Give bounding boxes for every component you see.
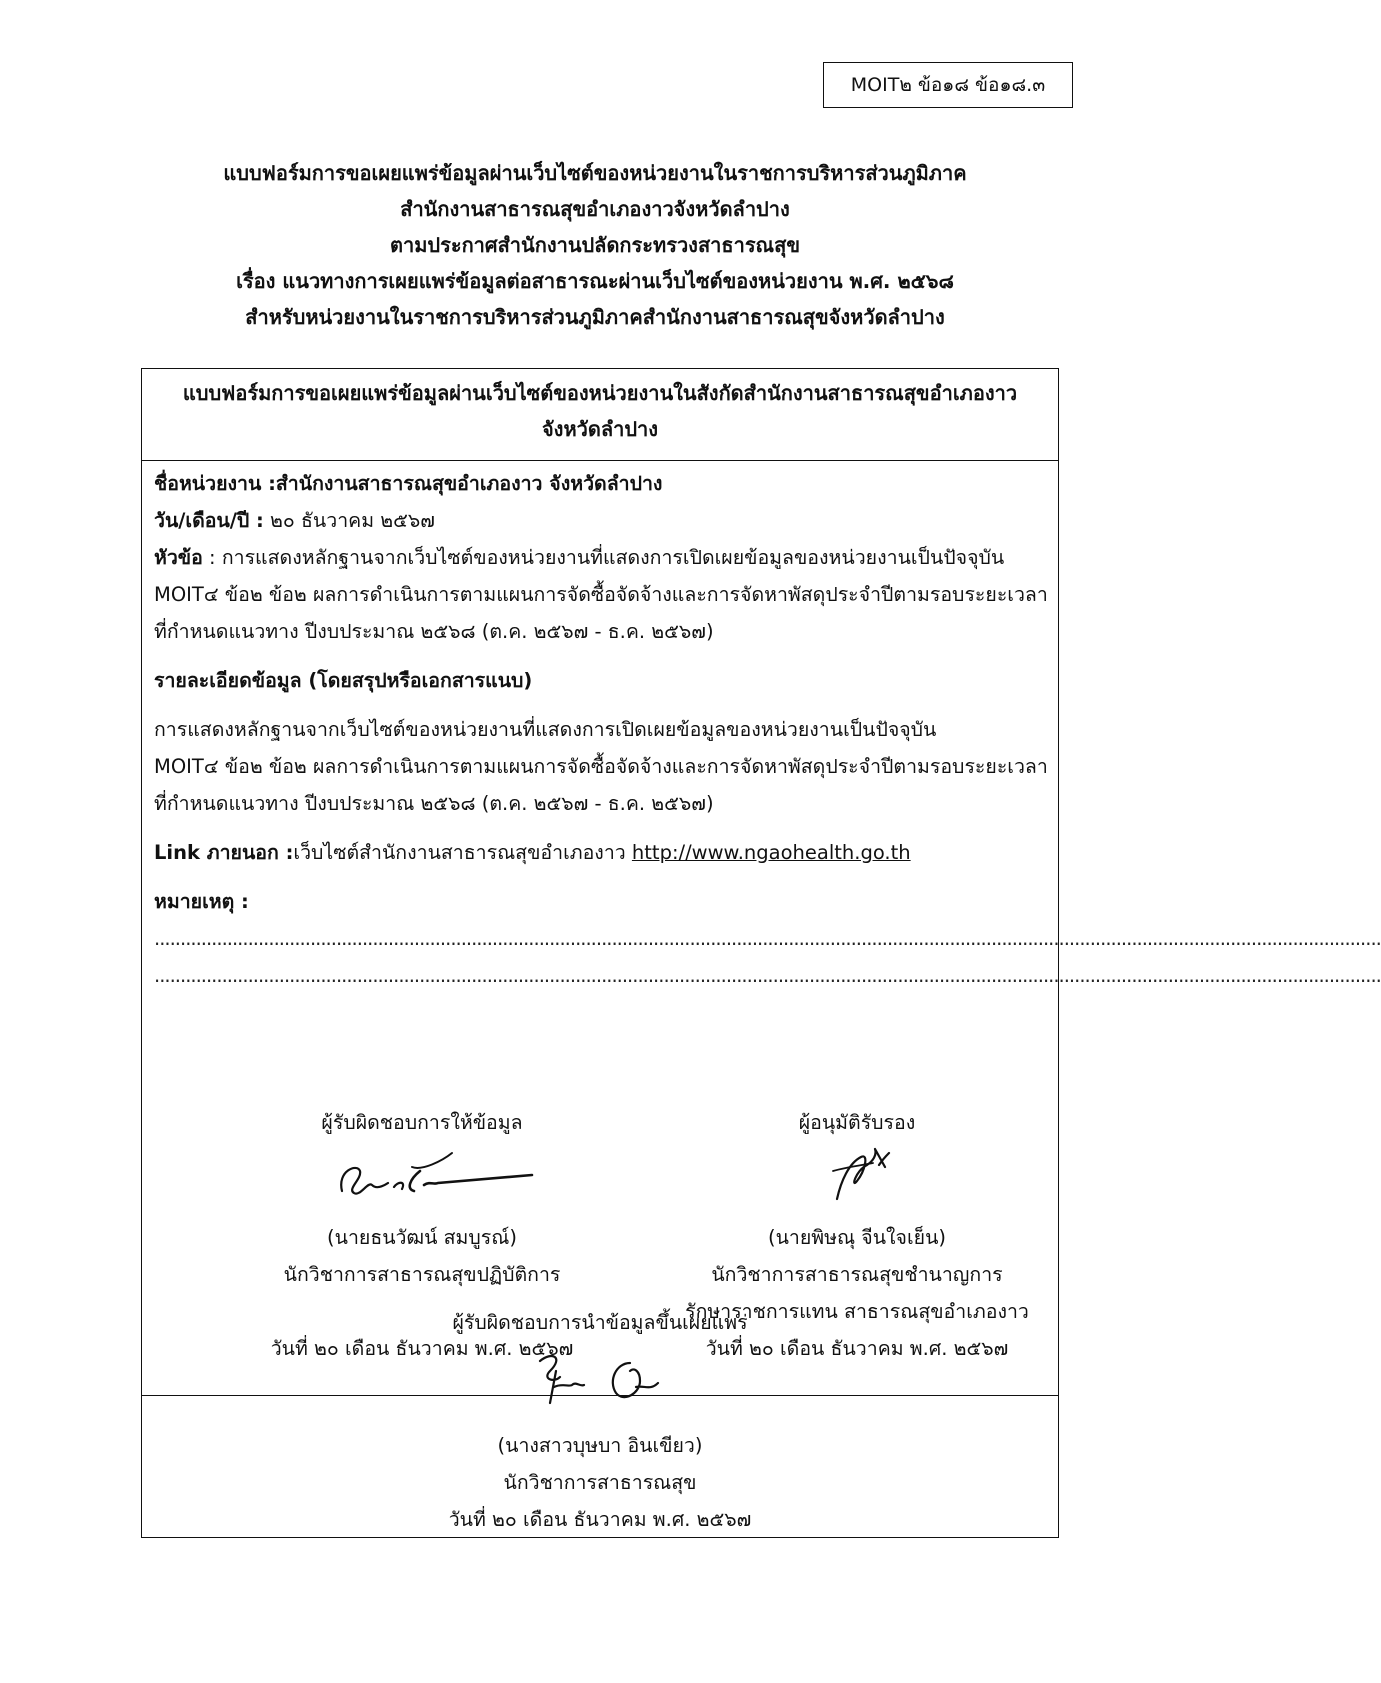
- topic-text: MOIT๔ ข้อ๒ ข้อ๒ ผลการดำเนินการตามแผนการจัดซื้อจัดจ้างและการจัดหาพัสดุประจำปีตามรอบระยะเวลา: [154, 583, 1048, 606]
- website-link[interactable]: http://www.ngaohealth.go.th: [631, 841, 911, 864]
- signer-role: ผู้รับผิดชอบการนำข้อมูลขึ้นเผยแพร่: [452, 1311, 748, 1334]
- link-label: Link ภายนอก :: [154, 841, 294, 864]
- external-link-row: [154, 834, 1046, 871]
- header-line: เรื่อง แนวทางการเผยแพร่ข้อมูลต่อสาธารณะผ่านเว็บไซต์ของหน่วยงาน พ.ศ. ๒๕๖๘: [236, 269, 954, 293]
- publisher-signature-icon: [480, 1341, 720, 1421]
- header-line: สำหรับหน่วยงานในราชการบริหารส่วนภูมิภาคสำนักงานสาธารณสุขจังหวัดลำปาง: [245, 305, 945, 329]
- date-value: ๒๐ ธันวาคม ๒๕๖๗: [263, 509, 435, 532]
- topic-text: ที่กำหนดแนวทาง ปีงบประมาณ ๒๕๖๘ (ต.ค. ๒๕๖๗ - ธ.ค. ๒๕๖๗): [154, 620, 714, 643]
- date-label: วัน/เดือน/ปี :: [154, 509, 264, 532]
- signer-name: (นายธนวัฒน์ สมบูรณ์): [327, 1226, 517, 1249]
- detail-text: MOIT๔ ข้อ๒ ข้อ๒ ผลการดำเนินการตามแผนการจัดซื้อจัดจ้างและการจัดหาพัสดุประจำปีตามรอบระยะเวลา: [154, 755, 1048, 778]
- remark-label: หมายเหตุ :: [154, 890, 249, 913]
- document-header: [140, 155, 1050, 335]
- publication-form: [141, 368, 1381, 1538]
- reference-code-box: [823, 62, 1073, 108]
- remark-dotted-line: ............................................................................................................................................................................................................................................: [154, 927, 1381, 950]
- form-title-line: จังหวัดลำปาง: [541, 417, 659, 441]
- detail-text: ที่กำหนดแนวทาง ปีงบประมาณ ๒๕๖๘ (ต.ค. ๒๕๖๗ - ธ.ค. ๒๕๖๗): [154, 792, 714, 815]
- signer-name: (นางสาวบุษบา อินเขียว): [497, 1434, 703, 1457]
- publisher-signature-block: [142, 1304, 1058, 1538]
- header-line: สำนักงานสาธารณสุขอำเภองาวจังหวัดลำปาง: [400, 197, 790, 221]
- signer-role: ผู้อนุมัติรับรอง: [798, 1111, 916, 1134]
- date-row: [154, 502, 1046, 539]
- form-title: [142, 369, 1058, 461]
- detail-heading: รายละเอียดข้อมูล (โดยสรุปหรือเอกสารแนบ): [154, 669, 533, 692]
- signer-acting-role: รักษาราชการแทน สาธารณสุขอำเภองาว: [685, 1300, 1029, 1323]
- signer-position: นักวิชาการสาธารณสุขชำนาญการ: [711, 1263, 1003, 1286]
- topic-row: [154, 539, 1046, 576]
- signer-role: ผู้รับผิดชอบการให้ข้อมูล: [321, 1111, 523, 1134]
- topic-label: หัวข้อ: [154, 546, 203, 569]
- header-line: ตามประกาศสำนักงานปลัดกระทรวงสาธารณสุข: [389, 233, 800, 257]
- reference-code: MOIT๒ ข้อ๑๘ ข้อ๑๘.๓: [850, 74, 1046, 96]
- remark-dotted-line: ............................................................................................................................................................................................................................................: [154, 964, 1381, 987]
- topic-text: : การแสดงหลักฐานจากเว็บไซต์ของหน่วยงานที่แสดงการเปิดเผยข้อมูลของหน่วยงานเป็นปัจจุบัน: [202, 546, 1005, 569]
- link-description: เว็บไซต์สำนักงานสาธารณสุขอำเภองาว: [293, 841, 632, 864]
- signer-name: (นายพิษณุ จีนใจเย็น): [767, 1226, 947, 1249]
- form-content: [142, 461, 1381, 1396]
- detail-text: การแสดงหลักฐานจากเว็บไซต์ของหน่วยงานที่แสดงการเปิดเผยข้อมูลของหน่วยงานเป็นปัจจุบัน: [154, 718, 937, 741]
- form-title-line: แบบฟอร์มการขอเผยแพร่ข้อมูลผ่านเว็บไซต์ของหน่วยงานในสังกัดสำนักงานสาธารณสุขอำเภองาว: [182, 381, 1018, 405]
- signature-date: วันที่ ๒๐ เดือน ธันวาคม พ.ศ. ๒๕๖๗: [448, 1508, 752, 1531]
- signer-position: นักวิชาการสาธารณสุข: [503, 1471, 697, 1494]
- organization-name: ชื่อหน่วยงาน :สำนักงานสาธารณสุขอำเภองาว จังหวัดลำปาง: [154, 472, 663, 495]
- signer-position: นักวิชาการสาธารณสุขปฏิบัติการ: [283, 1263, 561, 1286]
- signature-date: วันที่ ๒๐ เดือน ธันวาคม พ.ศ. ๒๕๖๗: [270, 1337, 574, 1360]
- approver-signature-icon: [737, 1141, 977, 1211]
- header-line: แบบฟอร์มการขอเผยแพร่ข้อมูลผ่านเว็บไซต์ของหน่วยงานในราชการบริหารส่วนภูมิภาค: [223, 161, 967, 185]
- provider-signature-icon: [302, 1141, 542, 1211]
- signature-date: วันที่ ๒๐ เดือน ธันวาคม พ.ศ. ๒๕๖๗: [705, 1337, 1009, 1360]
